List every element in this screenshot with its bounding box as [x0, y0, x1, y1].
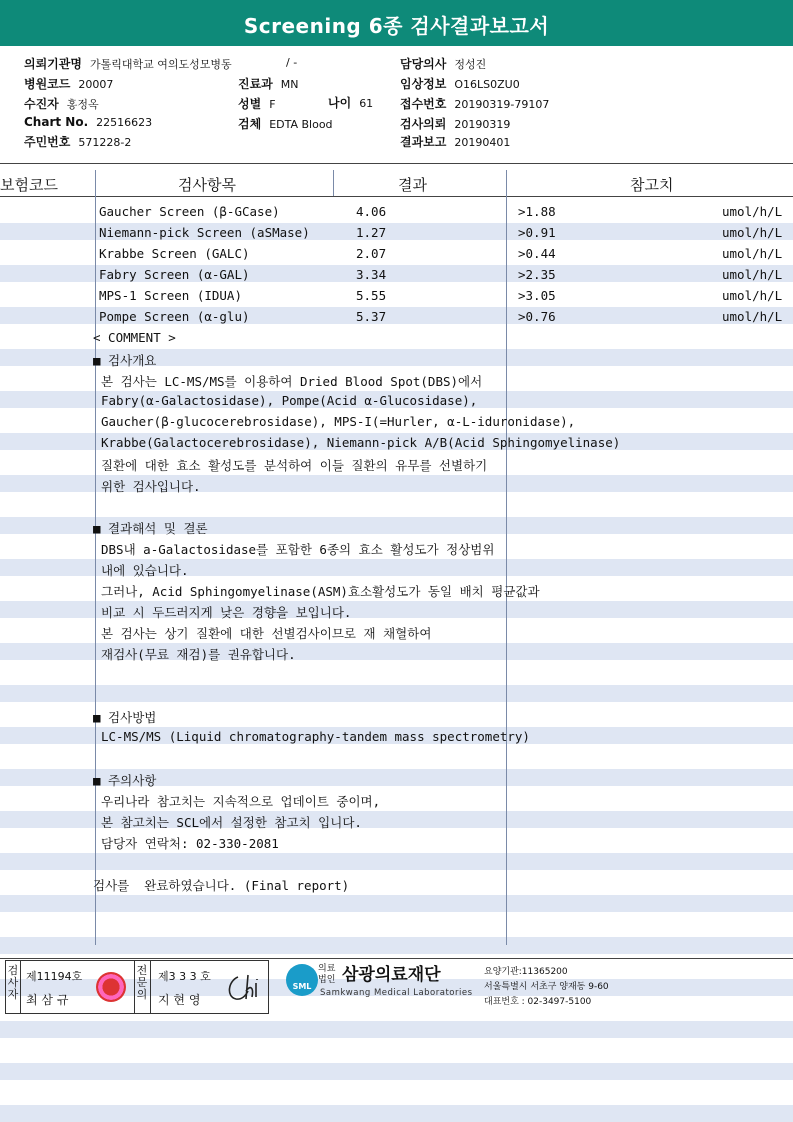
reference-range: >2.35	[518, 267, 556, 282]
info-label: 결과보고	[400, 135, 447, 149]
info-value: F	[269, 98, 276, 111]
comment-line: ■ 검사개요	[93, 353, 157, 368]
test-result-value: 5.37	[356, 309, 387, 324]
info-field	[24, 95, 99, 112]
org-code: 요양기관:11365200	[484, 967, 568, 977]
info-value: 20190401	[454, 136, 511, 149]
info-field	[238, 115, 333, 132]
info-field	[400, 133, 510, 150]
info-field	[400, 115, 510, 132]
info-field	[238, 75, 299, 92]
comment-line: Fabry(α-Galactosidase), Pompe(Acid α-Glucosidase),	[101, 393, 478, 408]
info-value: 571228-2	[78, 136, 132, 149]
report-footer	[0, 958, 793, 1024]
specialist-signature	[224, 971, 264, 1005]
comment-line: 담당자 연락처: 02-330-2081	[101, 836, 279, 851]
org-address: 서울특별시 서초구 양재동 9-60	[484, 982, 609, 992]
info-field	[24, 75, 113, 92]
info-field	[278, 55, 297, 69]
info-value: 정성진	[454, 58, 487, 71]
info-value: 가톨릭대학교 여의도성모병동	[89, 58, 232, 71]
result-unit: umol/h/L	[722, 225, 783, 240]
report-title: Screening 6종 검사결과보고서	[243, 14, 550, 38]
row-stripe	[0, 937, 793, 954]
test-item-name: Pompe Screen (α-glu)	[99, 309, 250, 324]
col-header-ref: 참고치	[630, 176, 674, 194]
info-value: O16LS0ZU0	[454, 78, 520, 91]
info-field	[400, 75, 520, 92]
comment-line: 위한 검사입니다.	[101, 479, 201, 494]
signature-box	[5, 960, 269, 1014]
row-stripe	[0, 853, 793, 870]
row-stripe	[0, 1105, 793, 1122]
logo-text: SML	[292, 982, 312, 991]
age-field	[328, 94, 373, 111]
info-label: 임상정보	[400, 77, 447, 91]
comment-line: ■ 주의사항	[93, 773, 157, 788]
info-value: EDTA Blood	[269, 118, 333, 131]
result-unit: umol/h/L	[722, 267, 783, 282]
test-result-value: 1.27	[356, 225, 387, 240]
comment-line: 본 검사는 LC-MS/MS를 이용하여 Dried Blood Spot(DBS)에서	[101, 374, 483, 389]
info-value: MN	[280, 78, 299, 91]
comment-line: DBS내 a-Galactosidase를 포함한 6종의 효소 활성도가 정상범위	[101, 542, 495, 557]
org-kind: 의료법인	[318, 964, 336, 985]
test-item-name: Fabry Screen (α-GAL)	[99, 267, 250, 282]
examiner-label: 검사자	[7, 964, 19, 1001]
col-divider-1	[95, 170, 96, 945]
comment-line: 그러나, Acid Sphingomyelinase(ASM)효소활성도가 동일 배치 평균값과	[101, 584, 540, 599]
col-divider-3	[506, 170, 507, 945]
result-unit: umol/h/L	[722, 204, 783, 219]
info-label: 접수번호	[400, 97, 447, 111]
comment-line: 우리나라 참고치는 지속적으로 업데이트 중이며,	[101, 794, 381, 809]
info-label: 수진자	[24, 97, 59, 111]
info-value: 20190319-79107	[454, 98, 550, 111]
comment-line: LC-MS/MS (Liquid chromatography-tandem mass spectrometry)	[101, 729, 530, 744]
test-item-name: MPS-1 Screen (IDUA)	[99, 288, 242, 303]
specialist-name: 지 현 영	[158, 993, 201, 1007]
row-stripe	[0, 685, 793, 702]
test-result-value: 4.06	[356, 204, 387, 219]
info-field	[24, 133, 131, 150]
info-field	[400, 55, 486, 72]
comment-line: 내에 있습니다.	[101, 563, 189, 578]
specialist-license-no: 제3 3 3 호	[158, 970, 211, 983]
info-label: 의뢰기관명	[24, 57, 82, 71]
info-value: 20190319	[454, 118, 511, 131]
col-header-result: 결과	[398, 176, 427, 194]
info-label: Chart No.	[24, 115, 89, 129]
info-value: 홍정옥	[66, 98, 99, 111]
examiner-seal	[96, 972, 126, 1002]
info-label: 진료과	[238, 77, 273, 91]
reference-range: >0.44	[518, 246, 556, 261]
comment-line: Krabbe(Galactocerebrosidase), Niemann-pick A/B(Acid Sphingomyelinase)	[101, 435, 621, 450]
age-label: 나이	[328, 96, 352, 110]
info-value: 22516623	[96, 116, 153, 129]
info-field	[400, 95, 549, 112]
reference-range: >0.91	[518, 225, 556, 240]
comment-line: ■ 검사방법	[93, 710, 157, 725]
row-stripe	[0, 895, 793, 912]
row-stripe	[0, 1063, 793, 1080]
age-value: 61	[359, 97, 374, 110]
info-label: 담당의사	[400, 57, 447, 71]
col-header-code: 보험코드	[0, 176, 58, 194]
comment-line: 질환에 대한 효소 활성도를 분석하여 이들 질환의 유무를 선별하기	[101, 458, 488, 473]
comment-line: 재검사(무료 재검)를 권유합니다.	[101, 647, 296, 662]
comment-line: 본 참고치는 SCL에서 설정한 참고치 입니다.	[101, 815, 362, 830]
info-field	[238, 95, 276, 112]
test-item-name: Krabbe Screen (GALC)	[99, 246, 250, 261]
specialist-label: 전문의	[136, 964, 148, 1001]
header-bottom-rule	[0, 196, 793, 197]
info-label: 병원코드	[24, 77, 71, 91]
info-label: 성별	[238, 97, 262, 111]
org-phone: 대표번호 : 02-3497-5100	[484, 997, 592, 1007]
examiner-name: 최 삼 규	[26, 993, 69, 1007]
test-item-name: Niemann-pick Screen (aSMase)	[99, 225, 310, 240]
test-result-value: 5.55	[356, 288, 387, 303]
comment-line: 본 검사는 상기 질환에 대한 선별검사이므로 재 채혈하여	[101, 626, 432, 641]
info-label: 주민번호	[24, 135, 71, 149]
info-field	[24, 55, 232, 72]
org-english-name: Samkwang Medical Laboratories	[320, 988, 473, 998]
comment-line: < COMMENT >	[93, 330, 176, 345]
reference-range: >3.05	[518, 288, 556, 303]
report-title-bar	[0, 0, 793, 46]
comment-line: 비교 시 두드러지게 낮은 경향을 보입니다.	[101, 605, 352, 620]
reference-range: >0.76	[518, 309, 556, 324]
col-header-item: 검사항목	[178, 176, 236, 194]
info-label: 검사의뢰	[400, 117, 447, 131]
info-label: 검체	[238, 117, 262, 131]
info-value: 20007	[78, 78, 114, 91]
comment-line: ■ 결과해석 및 결론	[93, 521, 208, 536]
result-unit: umol/h/L	[722, 288, 783, 303]
header-top-rule	[0, 163, 793, 164]
info-value: / -	[286, 56, 298, 69]
footer-rule	[0, 958, 793, 959]
test-result-value: 3.34	[356, 267, 387, 282]
comment-line: Gaucher(β-glucocerebrosidase), MPS-I(=Hurler, α-L-iduronidase),	[101, 414, 576, 429]
test-item-name: Gaucher Screen (β-GCase)	[99, 204, 280, 219]
reference-range: >1.88	[518, 204, 556, 219]
comment-line: 검사를 완료하였습니다. (Final report)	[93, 878, 350, 893]
sml-logo-icon	[286, 964, 318, 996]
test-result-value: 2.07	[356, 246, 387, 261]
org-name: 삼광의료재단	[342, 965, 441, 985]
col-divider-2	[333, 170, 334, 196]
result-unit: umol/h/L	[722, 309, 783, 324]
info-field	[24, 115, 152, 129]
examiner-license-no: 제11194호	[26, 970, 83, 983]
result-unit: umol/h/L	[722, 246, 783, 261]
